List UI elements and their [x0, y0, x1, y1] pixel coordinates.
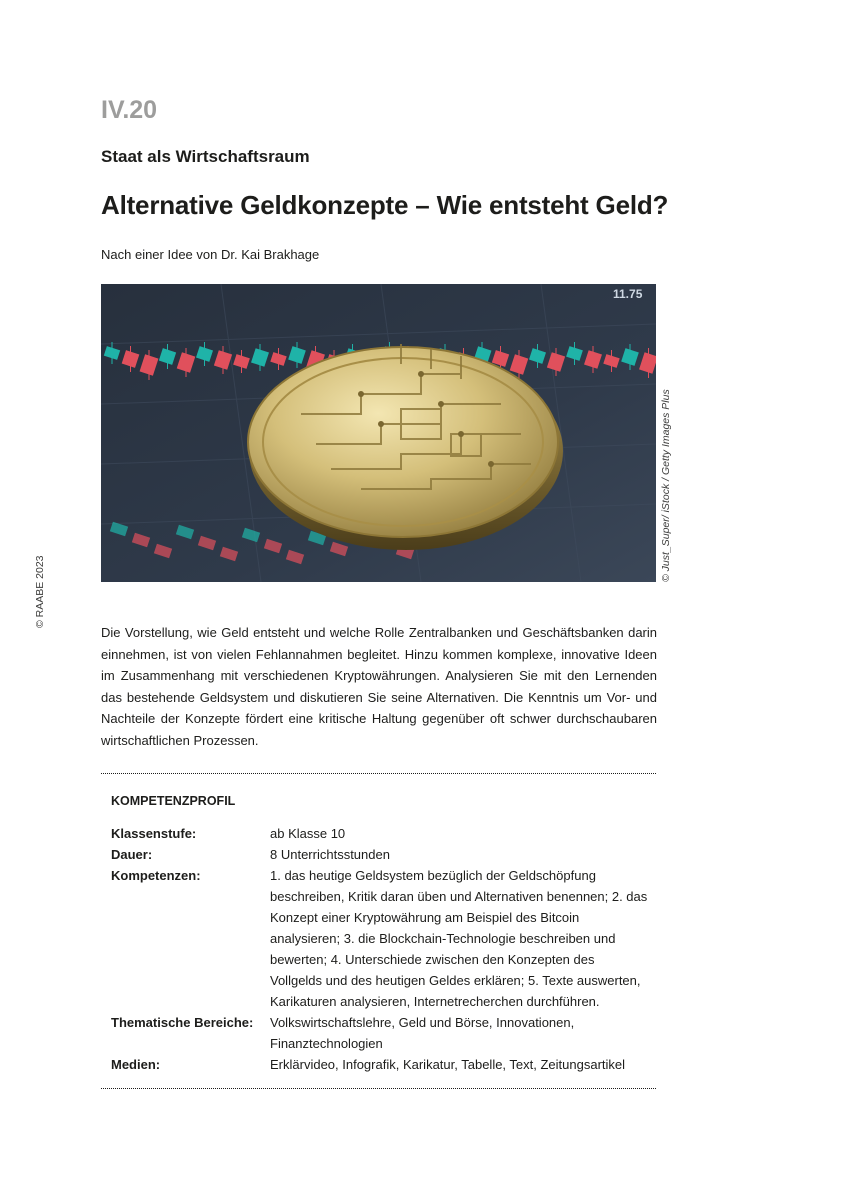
- profile-value: Erklärvideo, Infografik, Karikatur, Tabelle, Text, Zeitungsartikel: [270, 1057, 626, 1072]
- copyright-note: © RAABE 2023: [34, 555, 46, 628]
- section-title: Staat als Wirtschaftsraum: [101, 147, 310, 166]
- intro-paragraph: Die Vorstellung, wie Geld entsteht und welche Rolle Zentralbanken und Geschäftsbanken darin einnehmen, ist von vielen Fehlannahmen begleitet. Hinzu kommen komplexe, innovative Ideen im Zusammenhang mit verschiedenen Kryptowährungen. Analysieren Sie mit den Lernenden das bestehende Geldsystem und diskutieren Sie seine Alternativen. Die Kenntnis um Vor- und Nachteile der Konzepte fördert eine kritische Haltung gegenüber oft schwer durchschaubaren wirtschaftlichen Prozessen.: [101, 625, 657, 748]
- profile-label: Kompetenzen:: [111, 868, 201, 883]
- hero-image: [101, 284, 656, 582]
- image-credit: © Just_Super/ iStock / Getty Images Plus: [660, 389, 672, 582]
- profile-value: Volkswirtschaftslehre, Geld und Börse, Innovationen, Finanztechnologien: [270, 1015, 575, 1051]
- profile-value: 1. das heutige Geldsystem bezüglich der Geldschöpfung beschreiben, Kritik daran üben und Alternativen benennen; 2. das Konzept einer Kryptowährung am Beispiel des Bitcoin analysieren; 3. die Blockchain-Technologie beschreiben und bewerten; 4. Unterschiede zwischen den Konzepten des Vollgelds und des heutigen Geldes erklären; 5. Texte auswerten, Karikaturen analysieren, Internetrecherchen durchführen.: [270, 868, 648, 1009]
- profile-value: ab Klasse 10: [270, 826, 346, 841]
- profile-label: Klassenstufe:: [111, 826, 197, 841]
- author-line: Nach einer Idee von Dr. Kai Brakhage: [101, 247, 320, 262]
- divider-bottom: [101, 1088, 656, 1089]
- competence-profile-heading: KOMPETENZPROFIL: [111, 794, 236, 808]
- unit-code: IV.20: [101, 96, 158, 124]
- chart-price-label: 11.75: [613, 287, 643, 301]
- profile-value: 8 Unterrichtsstunden: [270, 847, 390, 862]
- profile-label: Medien:: [111, 1057, 161, 1072]
- page-title: Alternative Geldkonzepte – Wie entsteht Geld?: [101, 190, 669, 220]
- profile-label: Thematische Bereiche:: [111, 1015, 254, 1030]
- profile-label: Dauer:: [111, 847, 153, 862]
- divider-top: [101, 773, 656, 774]
